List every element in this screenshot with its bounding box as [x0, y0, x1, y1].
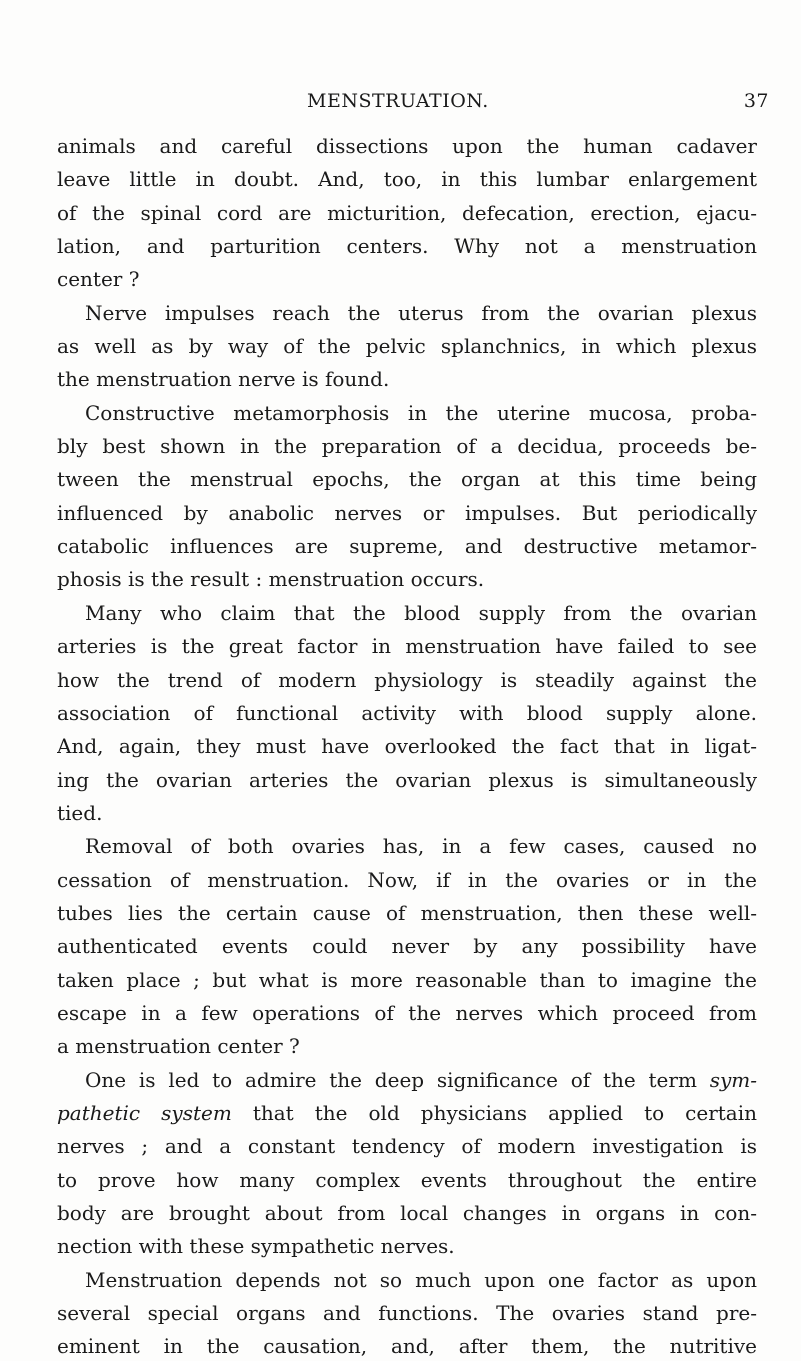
text-line [57, 497, 757, 530]
line-text: body are brought about from local changes in organs in con- [57, 1201, 757, 1225]
text-line [57, 1330, 757, 1361]
text-line [57, 1130, 757, 1163]
text-line [57, 797, 757, 830]
text-line [57, 964, 757, 997]
line-text: association of functional activity with blood supply alone. [57, 700, 757, 725]
line-text: Many who claim that the blood supply from the ovarian [85, 600, 757, 625]
text-line [57, 1164, 757, 1197]
running-head [57, 90, 769, 114]
text-line [57, 163, 757, 196]
italic-term: sym- [709, 1067, 757, 1092]
line-text: Nerve impulses reach the uterus from the ovarian plexus [85, 300, 757, 325]
line-text: of the spinal cord are micturition, defecation, erection, ejacu- [57, 200, 757, 225]
text-line [57, 1064, 757, 1097]
text-line [57, 630, 757, 663]
text-line [57, 1297, 757, 1330]
line-text-continued: that the old physicians applied to certain [231, 1100, 757, 1125]
text-line [57, 1097, 757, 1130]
line-text: nection with these sympathetic nerves. [57, 1234, 455, 1259]
italic-term: pathetic system [57, 1100, 232, 1125]
text-line [57, 830, 757, 863]
line-text: a menstruation center ? [57, 1034, 300, 1059]
line-text: cessation of menstruation. Now, if in the ovaries or in the [57, 867, 757, 892]
text-line [57, 130, 757, 163]
text-line [57, 363, 757, 396]
line-text: tubes lies the certain cause of menstruation, then these well- [57, 900, 757, 925]
line-text: arteries is the great factor in menstruation have failed to see [57, 634, 757, 659]
line-text: leave little in doubt. And, too, in this lumbar enlargement [57, 167, 757, 192]
text-line [57, 297, 757, 330]
line-text: as well as by way of the pelvic splanchnics, in which plexus [57, 334, 757, 359]
text-line [57, 430, 757, 463]
text-line [57, 997, 757, 1030]
line-text: bly best shown in the preparation of a decidua, proceeds be- [57, 434, 757, 459]
text-line [57, 530, 757, 563]
line-text: tied. [57, 800, 103, 825]
line-text: how the trend of modern physiology is steadily against the [57, 667, 757, 692]
text-line [57, 697, 757, 730]
text-line [57, 730, 757, 763]
line-text: One is led to admire the deep significance of the term [85, 1067, 710, 1092]
line-text: escape in a few operations of the nerves which proceed from [57, 1000, 757, 1025]
line-text: Menstruation depends not so much upon one factor as upon [85, 1267, 757, 1292]
line-text: eminent in the causation, and, after them, the nutritive [57, 1334, 757, 1359]
body-text [57, 130, 757, 1361]
text-line [57, 1230, 757, 1263]
text-line [57, 197, 757, 230]
line-text: Constructive metamorphosis in the uterine mucosa, proba- [85, 400, 757, 425]
text-line [57, 1264, 757, 1297]
text-line [57, 263, 757, 296]
line-text: tween the menstrual epochs, the organ at this time being [57, 467, 757, 492]
text-line [57, 397, 757, 430]
line-text: several special organs and functions. The ovaries stand pre- [57, 1301, 757, 1326]
line-text: nerves ; and a constant tendency of modern investigation is [57, 1134, 757, 1159]
line-text: influenced by anabolic nerves or impulses. But periodically [57, 500, 757, 525]
line-text: taken place ; but what is more reasonable than to imagine the [57, 967, 757, 992]
page-number: 37 [743, 90, 769, 112]
text-line [57, 597, 757, 630]
line-text: authenticated events could never by any possibility have [57, 934, 757, 959]
line-text: catabolic influences are supreme, and destructive metamor- [57, 534, 757, 559]
line-text: to prove how many complex events throughout the entire [57, 1167, 757, 1192]
text-line [57, 897, 757, 930]
line-text: phosis is the result : menstruation occurs. [57, 567, 485, 592]
text-line [57, 864, 757, 897]
text-line [57, 930, 757, 963]
text-line [57, 764, 757, 797]
text-line [57, 664, 757, 697]
text-line [57, 563, 757, 596]
text-line [57, 230, 757, 263]
line-text: Removal of both ovaries has, in a few cases, caused no [85, 834, 757, 859]
line-text: lation, and parturition centers. Why not a menstruation [57, 234, 757, 259]
running-head-title: MENSTRUATION. [307, 90, 489, 112]
text-line [57, 1197, 757, 1230]
line-text: ing the ovarian arteries the ovarian plexus is simultaneously [57, 767, 757, 792]
line-text: And, again, they must have overlooked the fact that in ligat- [57, 734, 757, 759]
text-line [57, 463, 757, 496]
text-line [57, 1030, 757, 1063]
line-text: center ? [57, 267, 140, 292]
line-text: the menstruation nerve is found. [57, 367, 390, 392]
text-line [57, 330, 757, 363]
line-text: animals and careful dissections upon the human cadaver [57, 134, 757, 158]
